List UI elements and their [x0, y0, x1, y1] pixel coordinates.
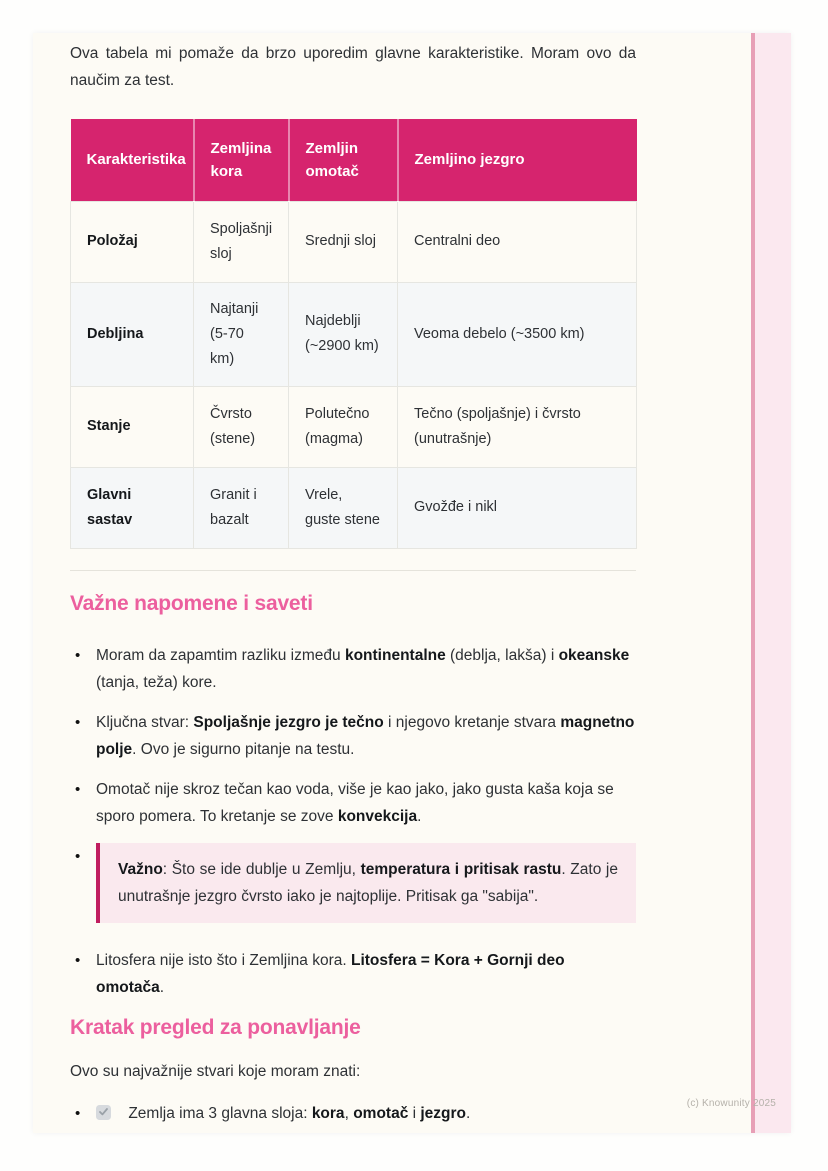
table-cell: Najdeblji (~2900 km) [289, 282, 398, 386]
table-row-label: Položaj [71, 201, 194, 282]
list-item-text: Litosfera nije isto što i Zemljina kora. Litosfera = Kora + Gornji deo omotača. [96, 951, 565, 996]
table-row [71, 467, 637, 548]
table-row-label: Stanje [71, 386, 194, 467]
table-cell: Granit i bazalt [194, 467, 289, 548]
checkbox-checked-icon[interactable] [96, 1105, 111, 1120]
callout-list-item [70, 843, 636, 923]
table-cell: Veoma debelo (~3500 km) [398, 282, 637, 386]
list-item [70, 709, 636, 763]
section-divider [70, 570, 636, 571]
table-cell: Polutečno (magma) [289, 386, 398, 467]
notes-bullet-list [70, 642, 636, 830]
bullet-icon: • [75, 646, 81, 664]
table-cell: Tečno (spoljašnje) i čvrsto (unutrašnje) [398, 386, 637, 467]
bullet-icon: • [75, 713, 81, 731]
table-row-label: Glavni sastav [71, 467, 194, 548]
table-cell: Čvrsto (stene) [194, 386, 289, 467]
checklist-item [70, 1100, 636, 1127]
checklist [70, 1100, 636, 1127]
important-callout: Važno: Što se ide dublje u Zemlju, temperatura i pritisak rastu. Zato je unutrašnje jezgro čvrsto iako je najtoplije. Pritisak ga "sabija". [96, 843, 636, 923]
page-edge-strip [751, 33, 791, 1133]
table-header-cell: Karakteristika [71, 119, 194, 201]
bullet-icon: • [75, 951, 81, 969]
bullet-icon: • [75, 847, 81, 865]
table-cell: Gvožđe i nikl [398, 467, 637, 548]
note-page [33, 33, 791, 1133]
table-cell: Srednji sloj [289, 201, 398, 282]
table-cell: Spoljašnji sloj [194, 201, 289, 282]
table-cell: Najtanji (5-70 km) [194, 282, 289, 386]
table-row [71, 201, 637, 282]
checklist-item-text: Zemlja ima 3 glavna sloja: kora, omotač i jezgro. [128, 1104, 471, 1122]
notes-heading: Važne napomene i saveti [70, 591, 313, 615]
list-item-text: Ključna stvar: Spoljašnje jezgro je tečno i njegovo kretanje stvara magnetno polje. Ovo je sigurno pitanje na testu. [96, 713, 635, 758]
watermark: (c) Knowunity 2025 [686, 1098, 776, 1109]
list-item-text: Omotač nije skroz tečan kao voda, više je kao jako, jako gusta kaša koja se sporo pomera. To kretanje se zove konvekcija. [96, 780, 614, 825]
list-item-text: Moram da zapamtim razliku između kontinentalne (deblja, lakša) i okeanske (tanja, teža) kore. [96, 646, 630, 691]
table-cell: Vrele, guste stene [289, 467, 398, 548]
table-cell: Centralni deo [398, 201, 637, 282]
table-header-row [71, 119, 637, 201]
list-item [70, 947, 636, 1001]
bullet-icon: • [75, 780, 81, 798]
list-item [70, 776, 636, 830]
comparison-table [70, 119, 637, 549]
intro-paragraph: Ova tabela mi pomaže da brzo uporedim glavne karakteristike. Moram ovo da naučim za test. [70, 45, 636, 89]
table-row [71, 282, 637, 386]
table-header-cell: Zemljina kora [194, 119, 289, 201]
list-item [70, 642, 636, 696]
review-intro: Ovo su najvažnije stvari koje moram znati: [70, 1062, 361, 1080]
review-heading: Kratak pregled za ponavljanje [70, 1015, 361, 1039]
note-content [70, 33, 636, 1127]
table-row-label: Debljina [71, 282, 194, 386]
bullet-icon: • [75, 1104, 81, 1122]
table-header-cell: Zemljin omotač [289, 119, 398, 201]
table-header-cell: Zemljino jezgro [398, 119, 637, 201]
table-row [71, 386, 637, 467]
